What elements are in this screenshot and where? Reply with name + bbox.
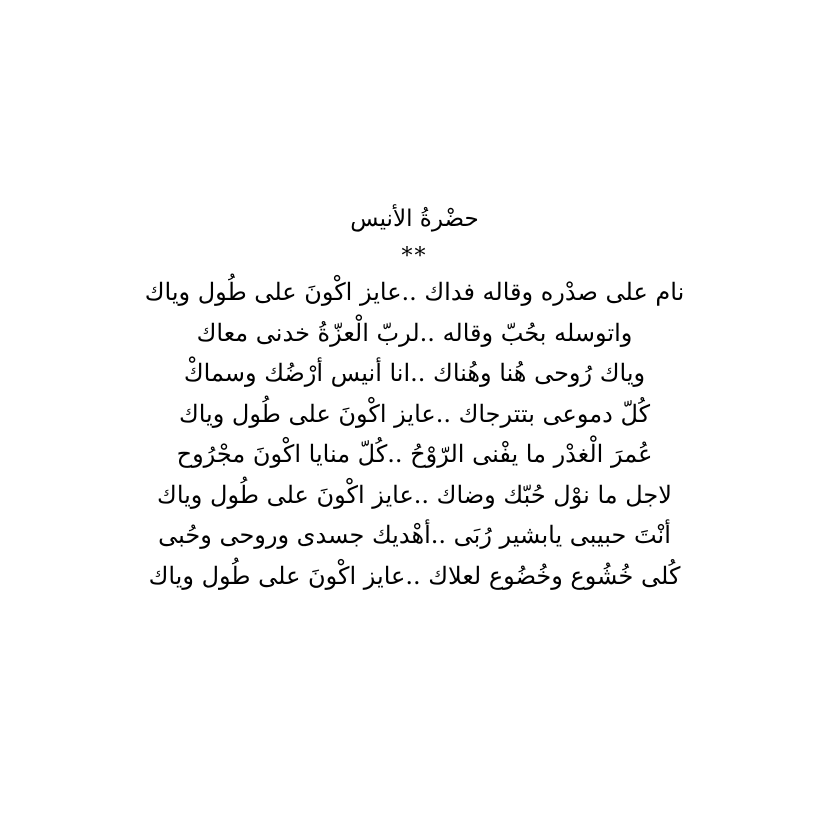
title-separator: ** <box>401 244 428 269</box>
poem <box>0 196 829 596</box>
verse-line: واتوسله بحُبّ وقاله ..لربّ الْعزّةُ خدنى معاك <box>196 318 633 347</box>
poem-title: حضْرةُ الأنيس <box>350 206 479 232</box>
verse-line: كُلّ دموعى بتترجاك ..عايز اكْونَ على طُول وياك <box>178 399 651 428</box>
verse-line: لاجل ما نوْل حُبّك وضاك ..عايز اكْونَ على طُول وياك <box>157 480 672 509</box>
verse-line: عُمرَ الْغدْر ما يفْنى الرّوْحُ ..كُلّ منايا اكْونَ مجْرُوح <box>176 440 653 468</box>
verse-line: كُلى خُشُوع وخُضُوع لعلاك ..عايز اكْونَ على طُول وياك <box>148 561 681 590</box>
verse-line: نام على صدْره وقاله فداك ..عايز اكْونَ على طُول وياك <box>144 278 685 306</box>
verse-line: أنْتَ حبيبى يابشير رُبَى ..أهْديك جسدى وروحى وحُبى <box>158 521 671 549</box>
verse-line: وياك رُوحى هُنا وهُناك ..انا أنيس أرْضُك وسماكْ <box>183 359 646 387</box>
verse-list <box>0 272 829 596</box>
